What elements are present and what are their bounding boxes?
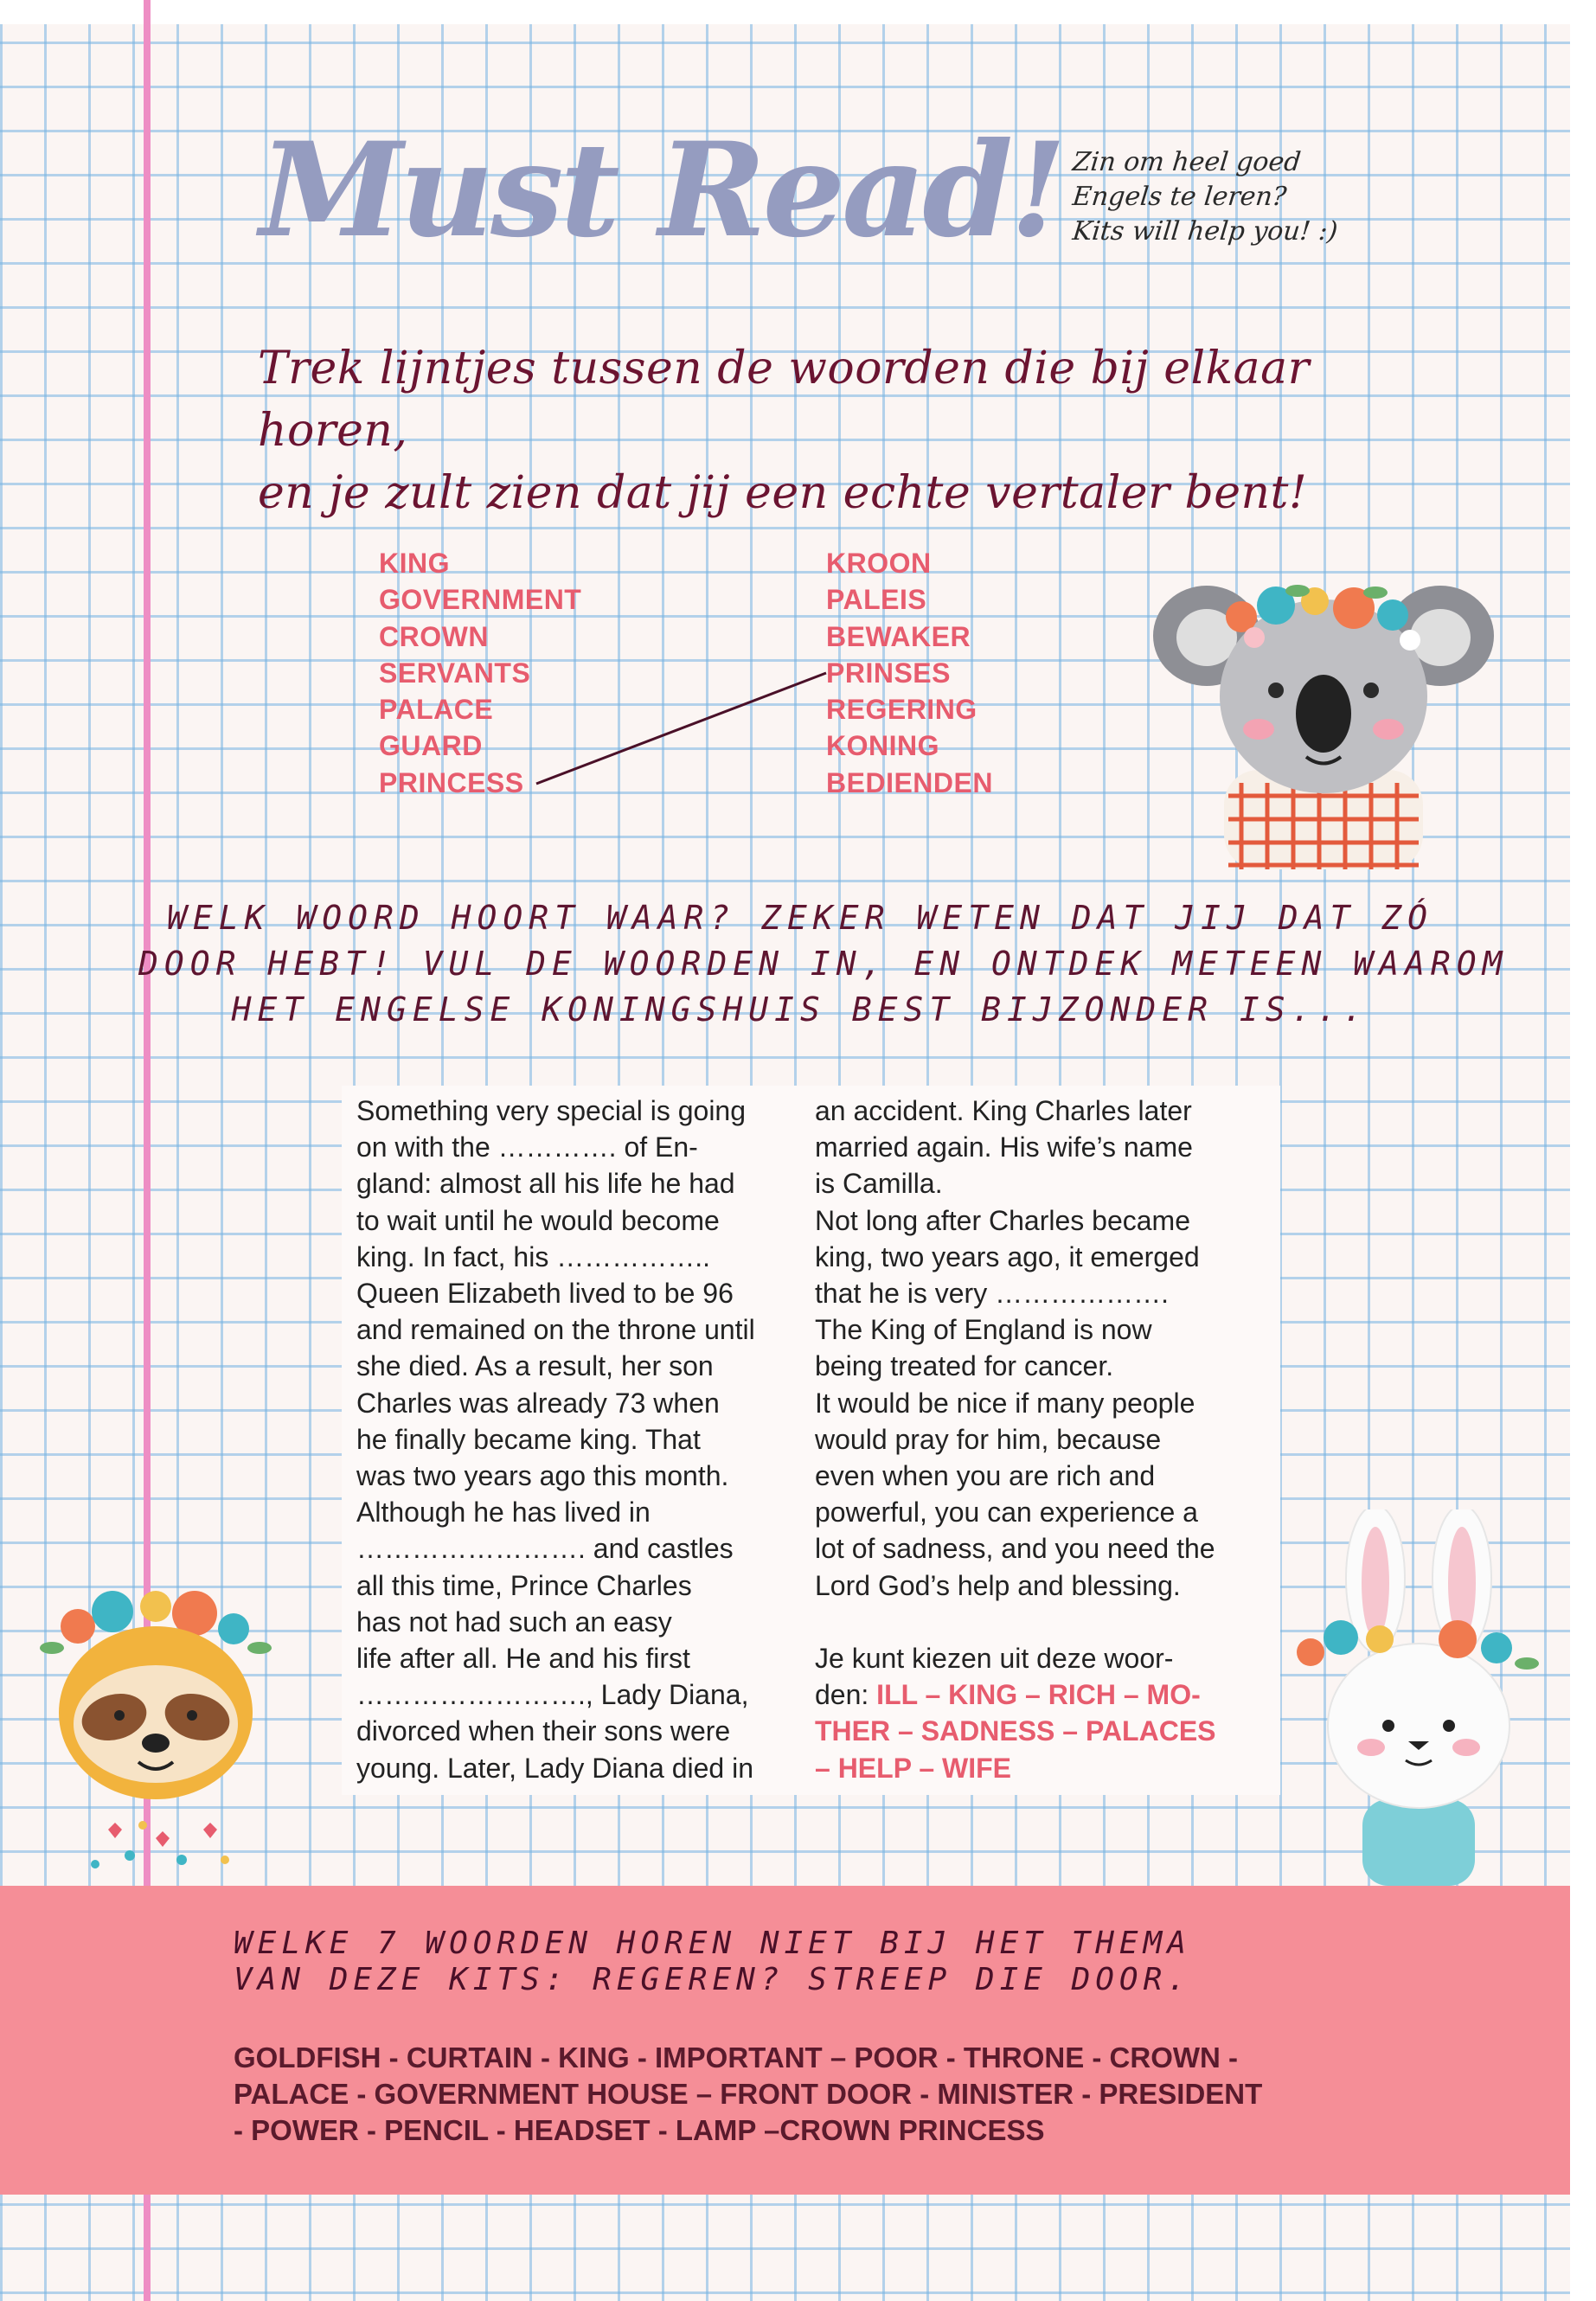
article-line: king, two years ago, it emerged: [815, 1240, 1200, 1272]
article-line: divorced when their sons were: [356, 1715, 731, 1747]
choice-words: THER – SADNESS – PALACES: [815, 1715, 1216, 1747]
article-line: and remained on the throne until: [356, 1314, 755, 1346]
article-line: Although he has lived in: [356, 1497, 651, 1529]
fill-in-instruction-line: HET ENGELSE KONINGSHUIS BEST BIJZONDER IS...: [231, 990, 1369, 1029]
english-word[interactable]: SERVANTS: [379, 657, 531, 689]
match-instruction: [258, 337, 1452, 524]
article-line: life after all. He and his first: [356, 1643, 690, 1675]
article-line: he finally became king. That: [356, 1423, 701, 1455]
choice-intro: Je kunt kiezen uit deze woor-: [815, 1643, 1174, 1675]
article-line: being treated for cancer.: [815, 1350, 1114, 1382]
band-word-line: PALACE - GOVERNMENT HOUSE – FRONT DOOR - MINISTER - PRESIDENT: [234, 2078, 1263, 2110]
fill-in-instruction-line: DOOR HEBT! VUL DE WOORDEN IN, EN ONTDEK METEEN WAAROM: [138, 945, 1509, 983]
bunny-icon: [1289, 1509, 1548, 1886]
tagline-line: Kits will help you! :): [1071, 216, 1340, 247]
dutch-word[interactable]: KONING: [826, 730, 939, 762]
article-line: lot of sadness, and you need the: [815, 1533, 1215, 1565]
english-word[interactable]: PRINCESS: [379, 766, 524, 798]
english-word[interactable]: GOVERNMENT: [379, 584, 582, 616]
article-line: an accident. King Charles later: [815, 1095, 1192, 1126]
dutch-word[interactable]: KROON: [826, 548, 932, 579]
band-word-list: [234, 2040, 1445, 2149]
fill-in-instruction-line: WELK WOORD HOORT WAAR? ZEKER WETEN DAT JIJ DAT ZÓ: [166, 899, 1434, 937]
fill-in-instruction: [138, 895, 1509, 1033]
article-line: on with the …………. of En-: [356, 1131, 698, 1163]
dutch-word[interactable]: BEDIENDEN: [826, 766, 993, 798]
page-title: Must Read!: [260, 114, 1064, 266]
dutch-word[interactable]: PRINSES: [826, 657, 951, 689]
article-line: young. Later, Lady Diana died in: [356, 1752, 753, 1784]
article-line: ……………………. and castles: [356, 1533, 734, 1565]
article-line: Lord God’s help and blessing.: [815, 1569, 1181, 1601]
article-line: has not had such an easy: [356, 1606, 672, 1638]
choice-intro: den:: [815, 1679, 877, 1711]
english-word[interactable]: PALACE: [379, 694, 494, 726]
dutch-word[interactable]: PALEIS: [826, 584, 927, 616]
band-heading-line: VAN DEZE KITS: REGEREN? STREEP DIE DOOR.: [234, 1962, 1191, 1997]
article-line: gland: almost all his life he had: [356, 1168, 735, 1200]
band-heading-line: WELKE 7 WOORDEN HOREN NIET BIJ HET THEMA: [234, 1926, 1191, 1961]
article-line: Charles was already 73 when: [356, 1387, 720, 1419]
article-line: she died. As a result, her son: [356, 1350, 714, 1382]
english-word-list: [379, 545, 581, 801]
article-line: Something very special is going: [356, 1095, 747, 1126]
article-line: to wait until he would become: [356, 1204, 720, 1236]
match-instruction-line: en je zult zien dat jij een echte vertaler bent!: [258, 467, 1308, 519]
band-word-line: - POWER - PENCIL - HEADSET - LAMP –CROWN PRINCESS: [234, 2114, 1045, 2146]
article-line: was two years ago this month.: [356, 1460, 729, 1492]
tagline-line: Zin om heel goed: [1071, 147, 1303, 177]
dutch-word[interactable]: BEWAKER: [826, 620, 971, 652]
article-line: powerful, you can experience a: [815, 1497, 1198, 1529]
tagline: [1073, 145, 1367, 249]
dutch-word-list: [826, 545, 993, 801]
article-line: Not long after Charles became: [815, 1204, 1190, 1236]
page-right-edge: [1570, 0, 1596, 2301]
band-word-line: GOLDFISH - CURTAIN - KING - IMPORTANT – POOR - THRONE - CROWN -: [234, 2041, 1239, 2073]
article-column-left: [356, 1093, 806, 1786]
article-line: Queen Elizabeth lived to be 96: [356, 1278, 734, 1310]
article-line: married again. His wife’s name: [815, 1131, 1193, 1163]
paragraph-gap: [815, 1604, 1265, 1640]
article-line: is Camilla.: [815, 1168, 943, 1200]
band-heading: [234, 1926, 1191, 1998]
article-line: all this time, Prince Charles: [356, 1569, 692, 1601]
article-line: ……………………., Lady Diana,: [356, 1679, 749, 1711]
page-top-edge: [0, 0, 1596, 24]
article-line: even when you are rich and: [815, 1460, 1156, 1492]
choice-line: [815, 1676, 1265, 1713]
english-word[interactable]: GUARD: [379, 730, 483, 762]
koala-icon: [1146, 567, 1501, 869]
tagline-line: Engels te leren?: [1071, 182, 1288, 212]
article-column-right: [815, 1093, 1265, 1786]
match-instruction-line: Trek lijntjes tussen de woorden die bij elkaar horen,: [258, 343, 1311, 457]
article-line: It would be nice if many people: [815, 1387, 1195, 1419]
choice-words: – HELP – WIFE: [815, 1752, 1012, 1784]
english-word[interactable]: KING: [379, 548, 450, 579]
article-line: The King of England is now: [815, 1314, 1152, 1346]
english-word[interactable]: CROWN: [379, 620, 489, 652]
choice-words: ILL – KING – RICH – MO-: [876, 1679, 1201, 1711]
article-line: that he is very ……………….: [815, 1278, 1169, 1310]
article-line: would pray for him, because: [815, 1423, 1162, 1455]
dutch-word[interactable]: REGERING: [826, 694, 977, 726]
article-line: king. In fact, his ……………..: [356, 1240, 710, 1272]
sloth-icon: [26, 1570, 294, 1881]
